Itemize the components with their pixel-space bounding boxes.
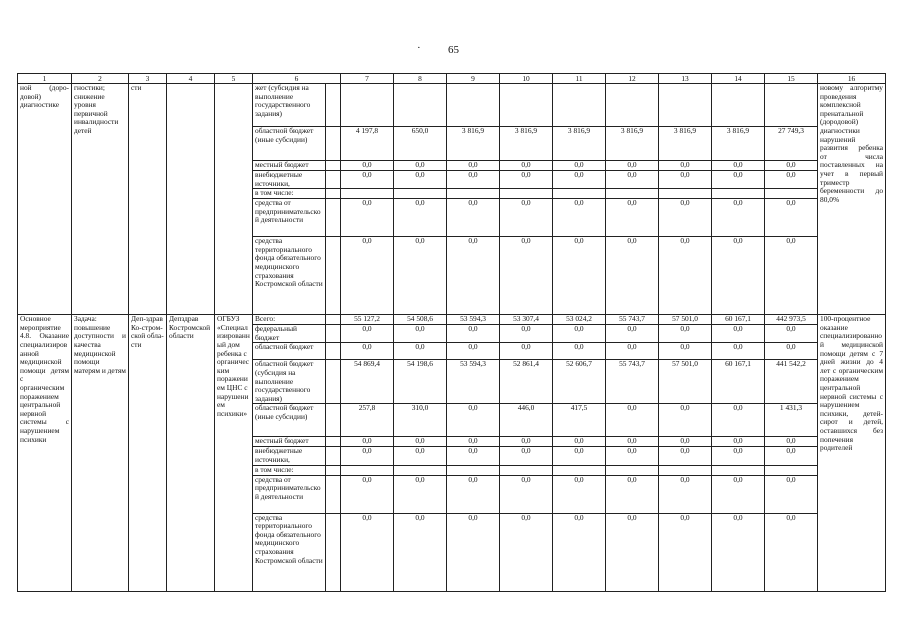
cell-spacer bbox=[326, 465, 341, 475]
cell-value bbox=[712, 465, 765, 475]
header-col-8: 8 bbox=[394, 74, 447, 84]
header-col-10: 10 bbox=[500, 74, 553, 84]
cell-value: 0,0 bbox=[447, 199, 500, 237]
cell-value: 0,0 bbox=[712, 343, 765, 360]
cell-source-label: средства территориального фонда обязательного медицинского страхования Костромской области bbox=[253, 513, 326, 591]
cell-value bbox=[500, 84, 553, 127]
cell-spacer bbox=[326, 360, 341, 404]
cell-value: 0,0 bbox=[341, 171, 394, 189]
cell-value: 0,0 bbox=[553, 325, 606, 343]
cell-value: 0,0 bbox=[394, 237, 447, 315]
header-col-15: 15 bbox=[765, 74, 818, 84]
cell-value bbox=[447, 465, 500, 475]
cell-value: 0,0 bbox=[765, 325, 818, 343]
page-number: 65 bbox=[448, 44, 459, 56]
cell-value: 0,0 bbox=[553, 199, 606, 237]
table-row bbox=[18, 315, 886, 325]
cell-indicator: новому алгоритму проведения комплексной пренатальной (дородовой) диагностики нарушений развития ребенка от числа поставленных на учет в первый триместр беременности до 80,0% bbox=[818, 84, 886, 315]
cell-value: 257,8 bbox=[341, 404, 394, 437]
cell-value bbox=[447, 189, 500, 199]
cell-value: 0,0 bbox=[394, 447, 447, 465]
cell-value: 0,0 bbox=[447, 171, 500, 189]
header-col-3: 3 bbox=[129, 74, 167, 84]
header-col-14: 14 bbox=[712, 74, 765, 84]
cell-value: 0,0 bbox=[765, 199, 818, 237]
cell-value: 0,0 bbox=[712, 437, 765, 447]
cell-value: 0,0 bbox=[553, 513, 606, 591]
cell-value: 0,0 bbox=[712, 404, 765, 437]
cell-value: 54 198,6 bbox=[394, 360, 447, 404]
cell-value: 441 542,2 bbox=[765, 360, 818, 404]
cell-value bbox=[553, 84, 606, 127]
cell-institution bbox=[215, 84, 253, 315]
cell-value: 0,0 bbox=[447, 437, 500, 447]
header-col-16: 16 bbox=[818, 74, 886, 84]
cell-value bbox=[394, 465, 447, 475]
cell-value: 0,0 bbox=[606, 199, 659, 237]
cell-indicator: 100-процентное оказание специализированной медицинской помощи детям с 7 дней жизни до 4 лет с органическим поражением центральной нервной системы с нарушением психики, детей-сирот и детей, оставшихся без попечения родителей bbox=[818, 315, 886, 591]
cell-value: 0,0 bbox=[659, 161, 712, 171]
cell-value bbox=[765, 465, 818, 475]
cell-value: 0,0 bbox=[659, 171, 712, 189]
cell-value: 0,0 bbox=[712, 447, 765, 465]
cell-value: 0,0 bbox=[553, 475, 606, 513]
cell-source-label: областной бюджет bbox=[253, 343, 326, 360]
cell-source-label: местный бюджет bbox=[253, 437, 326, 447]
cell-value: 0,0 bbox=[606, 447, 659, 465]
cell-value bbox=[500, 189, 553, 199]
cell-value bbox=[606, 189, 659, 199]
cell-source-label: местный бюджет bbox=[253, 161, 326, 171]
cell-value bbox=[553, 189, 606, 199]
cell-value: 53 594,3 bbox=[447, 315, 500, 325]
cell-responsible: сти bbox=[129, 84, 167, 315]
cell-value: 0,0 bbox=[659, 475, 712, 513]
cell-value: 0,0 bbox=[659, 513, 712, 591]
cell-value: 0,0 bbox=[447, 447, 500, 465]
cell-value: 0,0 bbox=[765, 475, 818, 513]
cell-source-label: в том числе: bbox=[253, 465, 326, 475]
cell-value: 0,0 bbox=[765, 513, 818, 591]
cell-value: 0,0 bbox=[394, 343, 447, 360]
header-col-4: 4 bbox=[167, 74, 215, 84]
cell-source-label: областной бюджет (иные субсидии) bbox=[253, 127, 326, 161]
cell-coexecutor bbox=[167, 84, 215, 315]
cell-value: 0,0 bbox=[712, 237, 765, 315]
cell-source-label: средства от предпринимательской деятельности bbox=[253, 199, 326, 237]
cell-value: 57 501,0 bbox=[659, 315, 712, 325]
cell-spacer bbox=[326, 161, 341, 171]
cell-spacer bbox=[326, 237, 341, 315]
cell-event: Основное мероприятие 4.8. Оказание специализированной медицинской помощи детям с органическим поражением центральной нервной системы с нарушением психики bbox=[18, 315, 72, 591]
cell-value: 0,0 bbox=[447, 343, 500, 360]
cell-value: 0,0 bbox=[341, 475, 394, 513]
cell-value: 310,0 bbox=[394, 404, 447, 437]
cell-value: 0,0 bbox=[394, 161, 447, 171]
cell-value: 0,0 bbox=[712, 513, 765, 591]
cell-value: 442 973,5 bbox=[765, 315, 818, 325]
header-col-11: 11 bbox=[553, 74, 606, 84]
cell-value: 446,0 bbox=[500, 404, 553, 437]
cell-value bbox=[447, 84, 500, 127]
cell-value: 55 743,7 bbox=[606, 360, 659, 404]
cell-source-label: средства от предпринимательской деятельности bbox=[253, 475, 326, 513]
cell-value: 0,0 bbox=[765, 343, 818, 360]
cell-value: 0,0 bbox=[659, 237, 712, 315]
cell-value: 0,0 bbox=[500, 171, 553, 189]
cell-value: 0,0 bbox=[447, 404, 500, 437]
header-col-1: 1 bbox=[18, 74, 72, 84]
cell-value bbox=[394, 189, 447, 199]
cell-coexecutor: Депздрав Костромской области bbox=[167, 315, 215, 591]
header-col-13: 13 bbox=[659, 74, 712, 84]
cell-source-label: внебюджетные источники, bbox=[253, 447, 326, 465]
cell-value: 0,0 bbox=[553, 161, 606, 171]
cell-value: 0,0 bbox=[712, 325, 765, 343]
cell-value: 3 816,9 bbox=[500, 127, 553, 161]
cell-value bbox=[553, 465, 606, 475]
cell-value: 52 606,7 bbox=[553, 360, 606, 404]
cell-value: 0,0 bbox=[500, 513, 553, 591]
cell-value: 0,0 bbox=[712, 171, 765, 189]
cell-value: 0,0 bbox=[553, 437, 606, 447]
cell-source-label: внебюджетные источники, bbox=[253, 171, 326, 189]
cell-value: 55 743,7 bbox=[606, 315, 659, 325]
cell-value: 0,0 bbox=[659, 199, 712, 237]
cell-value: 0,0 bbox=[341, 437, 394, 447]
cell-spacer bbox=[326, 199, 341, 237]
cell-value: 0,0 bbox=[500, 325, 553, 343]
cell-value: 0,0 bbox=[500, 237, 553, 315]
cell-value: 0,0 bbox=[659, 325, 712, 343]
cell-value: 0,0 bbox=[765, 171, 818, 189]
cell-value: 0,0 bbox=[659, 437, 712, 447]
cell-value: 650,0 bbox=[394, 127, 447, 161]
cell-spacer bbox=[326, 437, 341, 447]
cell-value: 0,0 bbox=[606, 475, 659, 513]
cell-value: 0,0 bbox=[553, 171, 606, 189]
cell-value: 0,0 bbox=[394, 513, 447, 591]
page-dot: · bbox=[417, 42, 421, 54]
cell-value: 0,0 bbox=[765, 161, 818, 171]
cell-value: 0,0 bbox=[553, 447, 606, 465]
cell-spacer bbox=[326, 315, 341, 325]
cell-value: 0,0 bbox=[659, 404, 712, 437]
cell-spacer bbox=[326, 343, 341, 360]
cell-value bbox=[659, 189, 712, 199]
cell-value: 0,0 bbox=[765, 437, 818, 447]
cell-value: 0,0 bbox=[765, 237, 818, 315]
cell-spacer bbox=[326, 475, 341, 513]
cell-value: 57 501,0 bbox=[659, 360, 712, 404]
cell-value: 0,0 bbox=[341, 161, 394, 171]
cell-spacer bbox=[326, 447, 341, 465]
cell-value: 27 749,3 bbox=[765, 127, 818, 161]
cell-value: 0,0 bbox=[553, 343, 606, 360]
cell-value: 0,0 bbox=[394, 437, 447, 447]
cell-value bbox=[659, 465, 712, 475]
cell-value: 0,0 bbox=[712, 199, 765, 237]
cell-value: 0,0 bbox=[606, 513, 659, 591]
cell-task: гностики; снижение уровня первичной инвалидности детей bbox=[72, 84, 129, 315]
cell-value: 0,0 bbox=[394, 199, 447, 237]
cell-value: 53 307,4 bbox=[500, 315, 553, 325]
cell-value: 53 594,3 bbox=[447, 360, 500, 404]
cell-value: 0,0 bbox=[341, 199, 394, 237]
cell-value bbox=[712, 84, 765, 127]
cell-value: 53 024,2 bbox=[553, 315, 606, 325]
cell-value: 0,0 bbox=[659, 447, 712, 465]
cell-value: 0,0 bbox=[447, 237, 500, 315]
cell-value: 0,0 bbox=[606, 404, 659, 437]
cell-value: 3 816,9 bbox=[553, 127, 606, 161]
cell-value bbox=[394, 84, 447, 127]
cell-source-label: областной бюджет (иные субсидии) bbox=[253, 404, 326, 437]
cell-value: 3 816,9 bbox=[447, 127, 500, 161]
cell-value: 4 197,8 bbox=[341, 127, 394, 161]
cell-value: 0,0 bbox=[553, 237, 606, 315]
cell-value: 0,0 bbox=[341, 343, 394, 360]
cell-value: 0,0 bbox=[606, 325, 659, 343]
cell-source-label: средства территориального фонда обязательного медицинского страхования Костромской области bbox=[253, 237, 326, 315]
cell-value: 0,0 bbox=[765, 447, 818, 465]
header-col-5: 5 bbox=[215, 74, 253, 84]
header-col-2: 2 bbox=[72, 74, 129, 84]
header-col-12: 12 bbox=[606, 74, 659, 84]
cell-responsible: Деп-здрав Ко-стром-ской обла-сти bbox=[129, 315, 167, 591]
cell-value: 0,0 bbox=[341, 237, 394, 315]
cell-value: 1 431,3 bbox=[765, 404, 818, 437]
cell-source-label: в том числе: bbox=[253, 189, 326, 199]
cell-value bbox=[765, 189, 818, 199]
cell-value: 417,5 bbox=[553, 404, 606, 437]
cell-spacer bbox=[326, 404, 341, 437]
cell-value: 0,0 bbox=[606, 161, 659, 171]
cell-value: 0,0 bbox=[341, 513, 394, 591]
cell-spacer bbox=[326, 127, 341, 161]
cell-spacer bbox=[326, 325, 341, 343]
cell-value: 0,0 bbox=[712, 161, 765, 171]
cell-spacer bbox=[326, 513, 341, 591]
cell-source-label: жет (субсидия на выполнение государственного задания) bbox=[253, 84, 326, 127]
cell-value: 0,0 bbox=[341, 447, 394, 465]
cell-source-label: Всего: bbox=[253, 315, 326, 325]
header-col-9: 9 bbox=[447, 74, 500, 84]
budget-table bbox=[17, 73, 886, 592]
cell-value bbox=[341, 189, 394, 199]
cell-value: 0,0 bbox=[447, 475, 500, 513]
cell-value: 60 167,1 bbox=[712, 315, 765, 325]
cell-institution: ОГБУЗ «Специализированный дом ребенка с органическим поражением ЦНС с нарушением психики» bbox=[215, 315, 253, 591]
cell-value: 3 816,9 bbox=[712, 127, 765, 161]
cell-value: 52 861,4 bbox=[500, 360, 553, 404]
cell-value: 0,0 bbox=[447, 513, 500, 591]
cell-value: 0,0 bbox=[447, 161, 500, 171]
header-col-6: 6 bbox=[253, 74, 341, 84]
cell-value: 0,0 bbox=[606, 237, 659, 315]
cell-value: 0,0 bbox=[500, 343, 553, 360]
cell-value: 3 816,9 bbox=[606, 127, 659, 161]
cell-value: 0,0 bbox=[712, 475, 765, 513]
cell-value: 0,0 bbox=[341, 325, 394, 343]
cell-value bbox=[712, 189, 765, 199]
cell-value bbox=[500, 465, 553, 475]
cell-spacer bbox=[326, 171, 341, 189]
cell-value: 54 508,6 bbox=[394, 315, 447, 325]
cell-value: 0,0 bbox=[606, 171, 659, 189]
cell-value: 0,0 bbox=[394, 325, 447, 343]
cell-value: 0,0 bbox=[500, 161, 553, 171]
cell-value: 0,0 bbox=[606, 343, 659, 360]
cell-value: 60 167,1 bbox=[712, 360, 765, 404]
cell-source-label: федеральный бюджет bbox=[253, 325, 326, 343]
cell-value: 0,0 bbox=[500, 475, 553, 513]
cell-value bbox=[659, 84, 712, 127]
cell-value bbox=[341, 84, 394, 127]
cell-value: 0,0 bbox=[500, 447, 553, 465]
cell-value: 55 127,2 bbox=[341, 315, 394, 325]
cell-value bbox=[765, 84, 818, 127]
cell-spacer bbox=[326, 189, 341, 199]
cell-value bbox=[341, 465, 394, 475]
cell-event: ной (доро-довой) диагностике bbox=[18, 84, 72, 315]
cell-value: 0,0 bbox=[606, 437, 659, 447]
cell-task: Задача: повышение доступности и качества медицинской помощи матерям и детям bbox=[72, 315, 129, 591]
cell-source-label: областной бюджет (субсидия на выполнение государственного задания) bbox=[253, 360, 326, 404]
cell-value: 3 816,9 bbox=[659, 127, 712, 161]
cell-value: 0,0 bbox=[447, 325, 500, 343]
cell-value bbox=[606, 465, 659, 475]
header-row bbox=[18, 74, 886, 84]
cell-value: 0,0 bbox=[500, 437, 553, 447]
cell-spacer bbox=[326, 84, 341, 127]
table-row bbox=[18, 84, 886, 127]
cell-value: 0,0 bbox=[659, 343, 712, 360]
cell-value: 0,0 bbox=[394, 171, 447, 189]
cell-value: 54 869,4 bbox=[341, 360, 394, 404]
table-body bbox=[18, 84, 886, 592]
cell-value: 0,0 bbox=[394, 475, 447, 513]
cell-value: 0,0 bbox=[500, 199, 553, 237]
header-col-7: 7 bbox=[341, 74, 394, 84]
cell-value bbox=[606, 84, 659, 127]
